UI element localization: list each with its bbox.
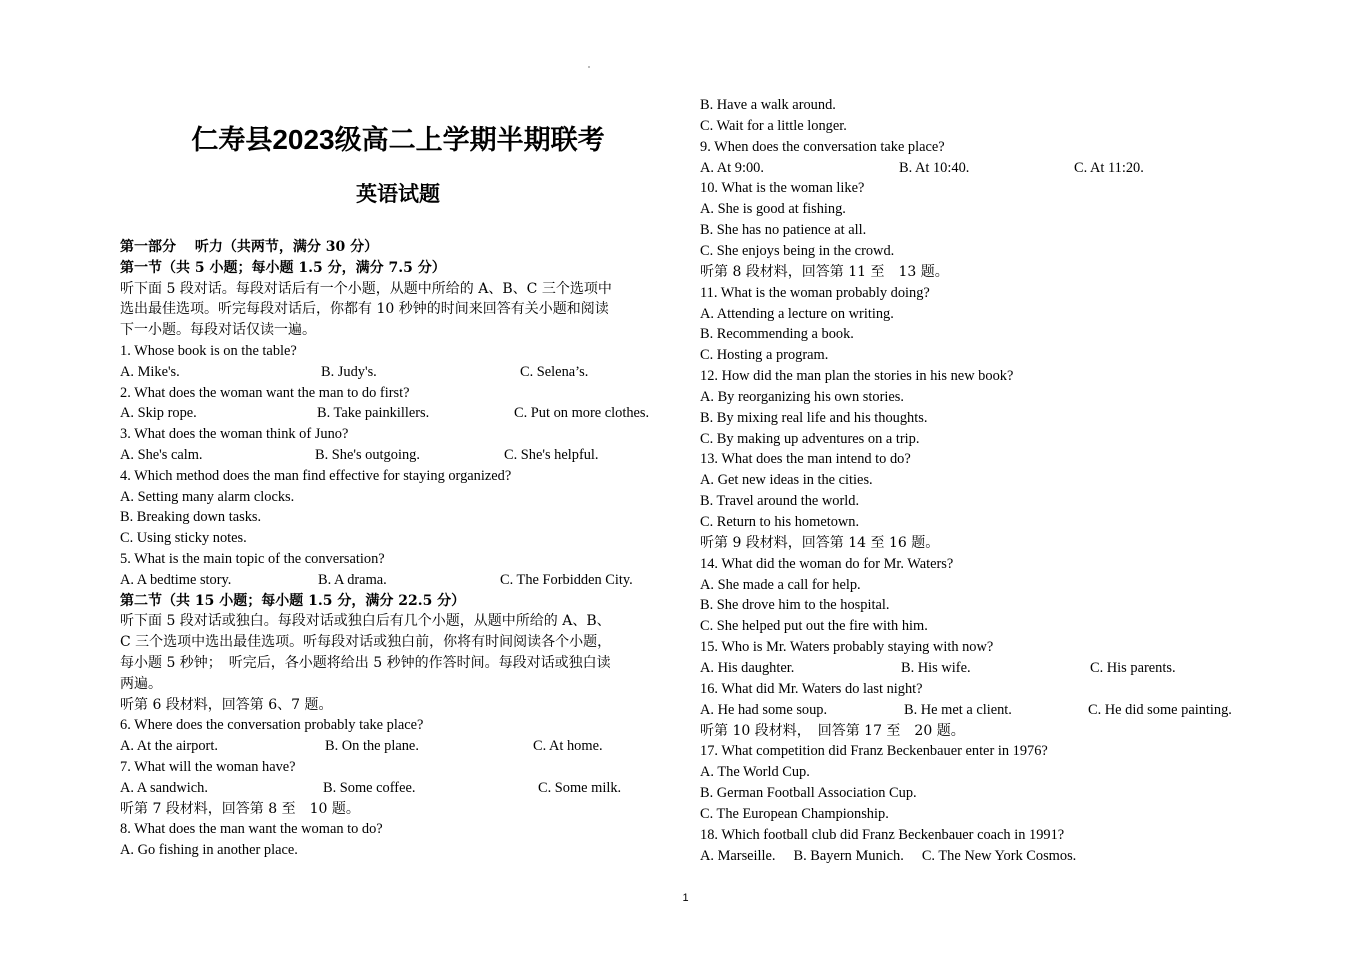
text-line: B. By mixing real life and his thoughts. — [700, 409, 928, 426]
text-line: 听第 8 段材料，回答第 11 至 13 题。 — [700, 263, 949, 280]
text-line: 2. What does the woman want the man to do first? — [120, 384, 410, 401]
text-line: 选出最佳选项。听完每段对话后，你都有 10 秒钟的时间来回答有关小题和阅读 — [120, 301, 609, 318]
text-line: 听下面 5 段对话或独白。每段对话或独白后有几个小题，从题中所给的 A、B、 — [120, 613, 611, 630]
text-line: A. Get new ideas in the cities. — [700, 472, 873, 489]
answer-option: A. She's calm. — [120, 447, 203, 463]
text-line: 听下面 5 段对话。每段对话后有一个小题，从题中所给的 A、B、C 三个选项中 — [120, 280, 612, 297]
text-line: A. The World Cup. — [700, 764, 810, 781]
text-line: B. She drove him to the hospital. — [700, 597, 890, 614]
text-line: 两遍。 — [120, 675, 162, 692]
section-heading: 第一节（共 5 小题；每小题 1.5 分，满分 7.5 分） — [120, 259, 446, 276]
text-line: B. She has no patience at all. — [700, 222, 867, 239]
answer-option: C. The Forbidden City. — [500, 571, 633, 588]
answer-option: C. At home. — [533, 738, 603, 755]
text-line: 3. What does the woman think of Juno? — [120, 426, 349, 443]
answer-option: B. On the plane. — [325, 738, 419, 755]
text-line: 听第 6 段材料，回答第 6、7 题。 — [120, 696, 333, 713]
text-line: C. Wait for a little longer. — [700, 117, 847, 134]
answer-option: A. His daughter. — [700, 659, 795, 676]
text-line: B. Travel around the world. — [700, 493, 860, 510]
answer-option: A. Skip rope. — [120, 405, 197, 422]
exam-title: 仁寿县2023级高二上学期半期联考 — [191, 124, 605, 156]
text-line: B. Breaking down tasks. — [120, 509, 262, 526]
text-line: 5. What is the main topic of the conversation? — [120, 551, 385, 567]
text-line: A. Attending a lecture on writing. — [700, 305, 894, 322]
answer-option: C. Selena’s. — [520, 363, 589, 380]
text-line: B. Recommending a book. — [700, 326, 854, 343]
text-line: B. German Football Association Cup. — [700, 785, 917, 802]
text-line: A. Marseille. B. Bayern Munich. C. The New York Cosmos. — [700, 847, 1077, 864]
answer-option: B. Some coffee. — [323, 779, 416, 796]
text-line: 11. What is the woman probably doing? — [700, 284, 930, 301]
text-line: 14. What did the woman do for Mr. Waters? — [700, 555, 954, 572]
answer-option: A. A sandwich. — [120, 779, 208, 796]
answer-option: B. Take painkillers. — [317, 405, 430, 422]
text-line: A. She made a call for help. — [700, 576, 861, 593]
answer-option: C. His parents. — [1090, 659, 1176, 676]
text-line: C. She enjoys being in the crowd. — [700, 242, 895, 259]
text-line: 每小题 5 秒钟； 听完后，各小题将给出 5 秒钟的作答时间。每段对话或独白读 — [120, 655, 611, 671]
text-line: 17. What competition did Franz Beckenbauer enter in 1976? — [700, 743, 1048, 760]
text-line: A. By reorganizing his own stories. — [700, 388, 904, 405]
text-line: A. Go fishing in another place. — [120, 842, 298, 859]
answer-option: B. He met a client. — [904, 701, 1012, 718]
text-line: A. Setting many alarm clocks. — [120, 488, 295, 505]
text-line: 7. What will the woman have? — [120, 759, 296, 775]
text-line: 18. Which football club did Franz Beckenbauer coach in 1991? — [700, 826, 1065, 843]
text-line: 15. Who is Mr. Waters probably staying with now? — [700, 639, 994, 656]
page-number: 1 — [682, 892, 689, 904]
answer-option: B. A drama. — [318, 571, 387, 588]
text-line: B. Have a walk around. — [700, 97, 836, 113]
text-line: 4. Which method does the man find effective for staying organized? — [120, 467, 512, 484]
answer-option: C. Put on more clothes. — [514, 405, 650, 422]
text-line: 8. What does the man want the woman to do? — [120, 821, 383, 838]
text-line: C. Return to his hometown. — [700, 514, 860, 530]
section-heading: 第二节（共 15 小题；每小题 1.5 分，满分 22.5 分） — [120, 592, 466, 609]
text-line: C. Hosting a program. — [700, 347, 829, 364]
text-line: C 三个选项中选出最佳选项。听每段对话或独白前，你将有时间阅读各个小题， — [120, 634, 612, 651]
answer-option: C. At 11:20. — [1074, 159, 1144, 176]
answer-option: B. His wife. — [901, 659, 971, 676]
text-line: C. She helped put out the fire with him. — [700, 618, 928, 635]
answer-option: A. A bedtime story. — [120, 571, 232, 588]
text-line: 听第 9 段材料，回答第 14 至 16 题。 — [700, 534, 940, 551]
answer-option: B. Judy's. — [321, 363, 377, 380]
text-line: 9. When does the conversation take place? — [700, 138, 945, 155]
scan-dot — [588, 66, 590, 68]
answer-option: C. She's helpful. — [504, 447, 599, 463]
answer-option: A. At the airport. — [120, 738, 218, 755]
text-line: 16. What did Mr. Waters do last night? — [700, 680, 923, 697]
answer-option: C. Some milk. — [538, 779, 622, 796]
answer-option: A. He had some soup. — [700, 701, 828, 718]
answer-option: B. At 10:40. — [899, 159, 970, 176]
text-line: 13. What does the man intend to do? — [700, 451, 911, 468]
text-line: A. She is good at fishing. — [700, 201, 846, 218]
text-line: C. The European Championship. — [700, 805, 889, 822]
answer-option: A. Mike's. — [120, 363, 180, 380]
text-line: C. By making up adventures on a trip. — [700, 430, 920, 447]
answer-option: A. At 9:00. — [700, 159, 764, 176]
text-line: 1. Whose book is on the table? — [120, 343, 297, 359]
text-line: C. Using sticky notes. — [120, 530, 247, 547]
answer-option: C. He did some painting. — [1088, 701, 1232, 718]
text-line: 10. What is the woman like? — [700, 180, 865, 197]
exam-subtitle: 英语试题 — [356, 181, 440, 206]
text-line: 12. How did the man plan the stories in his new book? — [700, 368, 1014, 385]
section-heading: 第一部分 听力（共两节，满分 30 分） — [120, 239, 379, 255]
answer-option: B. She's outgoing. — [315, 447, 420, 463]
text-line: 听第 10 段材料， 回答第 17 至 20 题。 — [700, 722, 965, 739]
text-line: 6. Where does the conversation probably take place? — [120, 717, 424, 734]
text-line: 听第 7 段材料，回答第 8 至 10 题。 — [120, 800, 360, 817]
text-line: 下一小题。每段对话仅读一遍。 — [120, 322, 316, 339]
